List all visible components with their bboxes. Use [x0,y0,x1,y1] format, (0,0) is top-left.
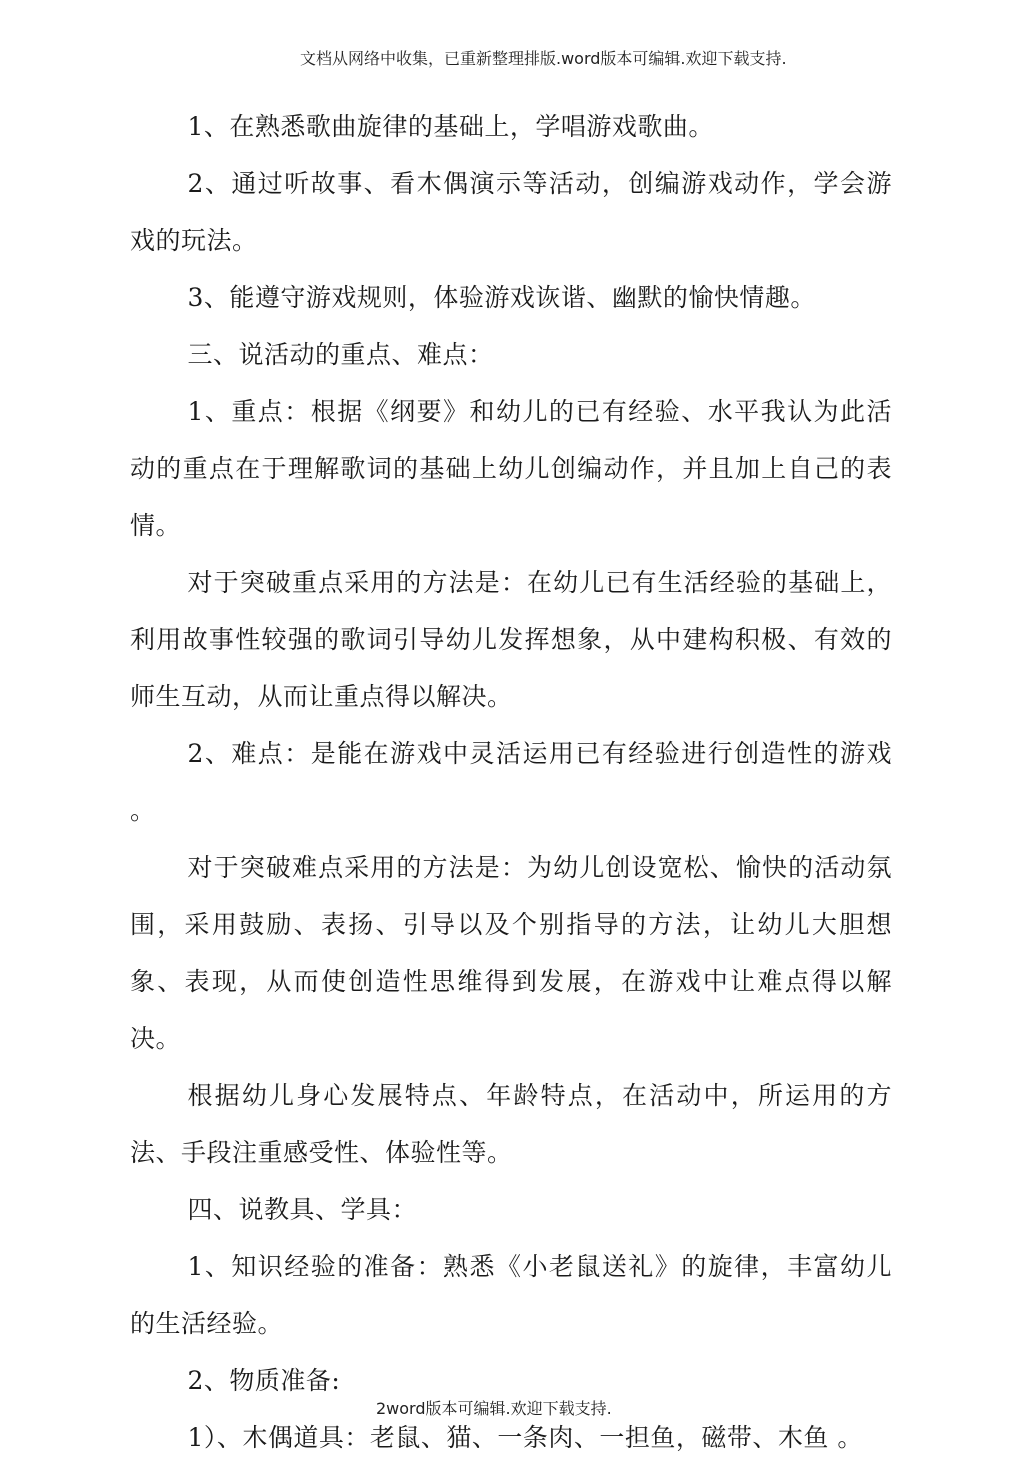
paragraph-knowledge-prep: 1、知识经验的准备：熟悉《小老鼠送礼》的旋律，丰富幼儿的生活经验。 [130,1252,892,1338]
paragraph-material-prep: 2、物质准备: [187,1366,341,1395]
section-heading-key-points: 三、说活动的重点、难点： [187,340,494,369]
paragraph-key-point-method: 对于突破重点采用的方法是：在幼儿已有生活经验的基础上，利用故事性较强的歌词引导幼儿发挥想象，从中建构积极、有效的师生互动，从而让重点得以解决。 [130,568,892,711]
paragraph-puppet-props: 1）、木偶道具：老鼠、猫、一条肉、一担鱼，磁带、木鱼 。 [187,1423,863,1452]
paragraph-difficulty-method: 对于突破难点采用的方法是：为幼儿创设宽松、愉快的活动氛围，采用鼓励、表扬、引导以及个别指导的方法，让幼儿大胆想象、表现，从而使创造性思维得到发展，在游戏中让难点得以解决。 [130,853,892,1053]
document-body [130,98,892,1466]
section-heading-materials: 四、说教具、学具： [187,1195,418,1224]
paragraph-goal-2: 2、通过听故事、看木偶演示等活动，创编游戏动作，学会游戏的玩法。 [130,169,892,255]
paragraph-key-point: 1、重点：根据《纲要》和幼儿的已有经验、水平我认为此活动的重点在于理解歌词的基础上幼儿创编动作，并且加上自己的表情。 [130,397,892,540]
paragraph-goal-1: 1、在熟悉歌曲旋律的基础上，学唱游戏歌曲。 [187,112,714,141]
page-footer: 2word版本可编辑.欢迎下载支持. [376,1399,612,1418]
paragraph-goal-3: 3、能遵守游戏规则，体验游戏诙谐、幽默的愉快情趣。 [187,283,816,312]
paragraph-difficulty: 2、难点：是能在游戏中灵活运用已有经验进行创造性的游戏 。 [130,739,892,825]
paragraph-methods: 根据幼儿身心发展特点、年龄特点，在活动中，所运用的方法、手段注重感受性、体验性等。 [130,1081,892,1167]
page-header: 文档从网络中收集，已重新整理排版.word版本可编辑.欢迎下载支持. [300,49,787,68]
